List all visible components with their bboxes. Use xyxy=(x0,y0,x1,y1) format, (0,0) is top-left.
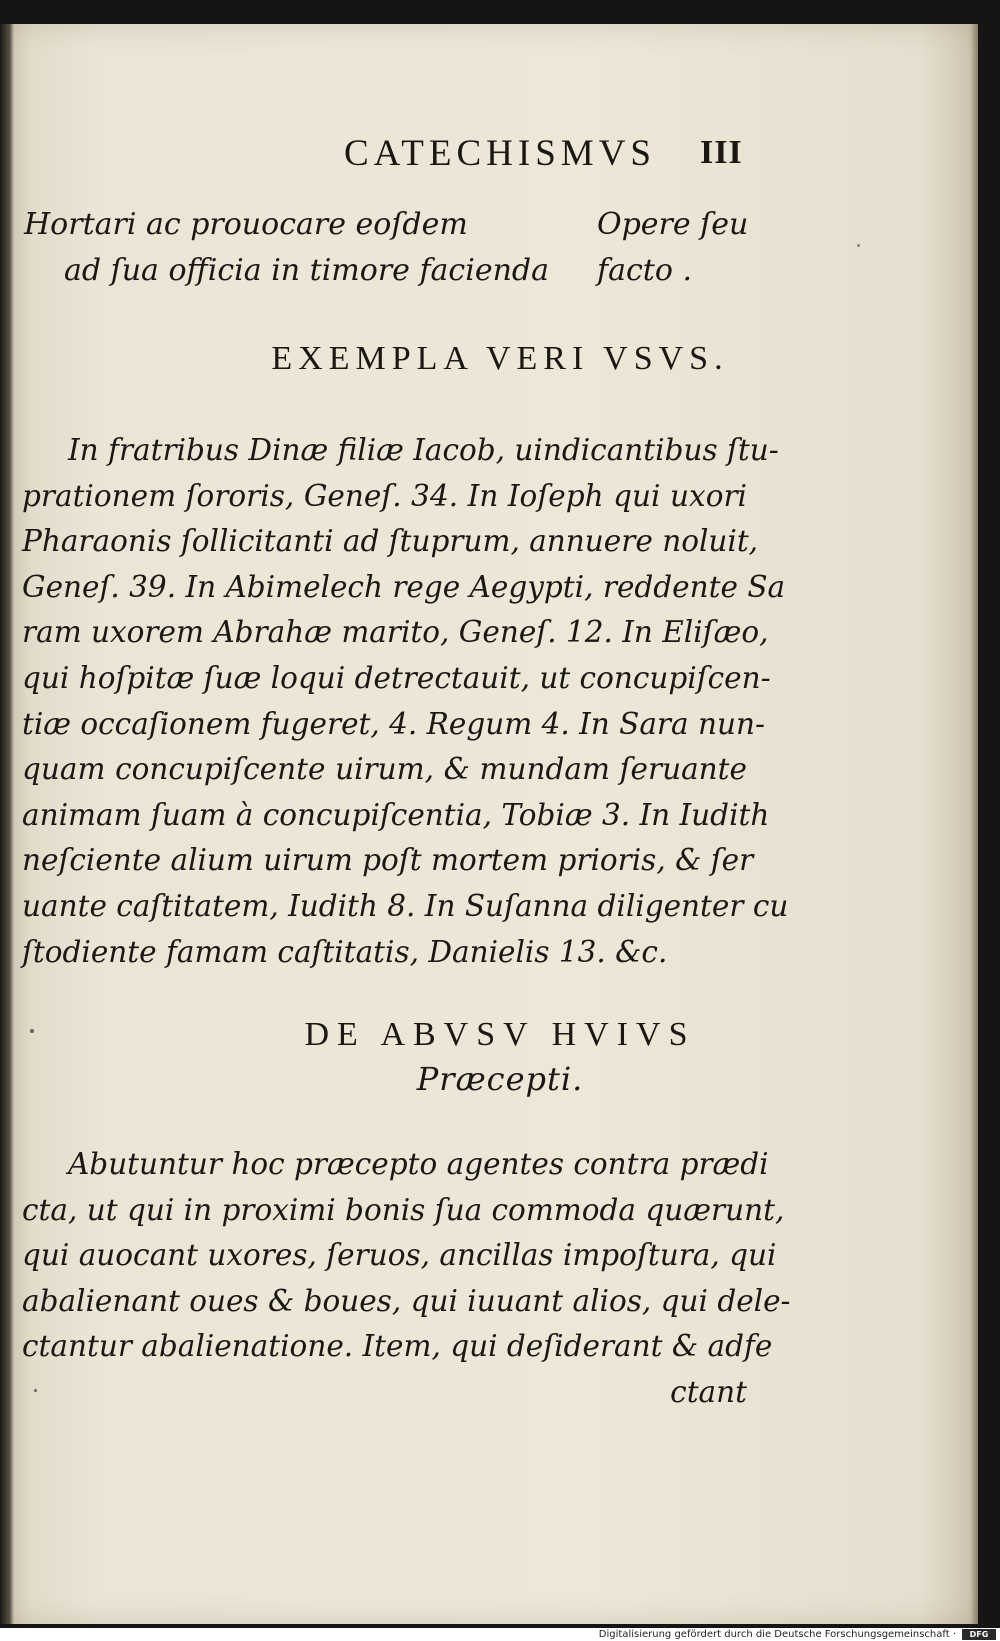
abuse-heading: DE ABVSV HVIVS xyxy=(304,1016,696,1053)
text-line: ſtodiente famam caſtitatis, Danielis 13. &c. xyxy=(22,934,668,969)
text-line: Geneſ. 39. In Abimelech rege Aegypti, reddente Sa xyxy=(22,569,786,604)
text-line: In fratribus Dinæ filiæ Iacob, uindicantibus ſtu- xyxy=(68,433,779,467)
text-line: neſciente alium uirum poſt mortem prioris, & ſer xyxy=(22,843,754,878)
text-line: abalienant oues & boues, qui iuuant alios, qui dele- xyxy=(22,1283,791,1318)
text-line: Abutuntur hoc præcepto agentes contra prædi xyxy=(68,1147,769,1181)
maxim-left-column xyxy=(24,202,549,294)
examples-paragraph xyxy=(22,428,789,975)
footer-text: Digitalisierung gefördert durch die Deutsche Forschungsgemeinschaft · xyxy=(598,1629,956,1640)
text-line: quam concupiſcente uirum, & mundam ſeruante xyxy=(22,752,747,787)
examples-heading: EXEMPLA VERI VSVS. xyxy=(271,340,729,377)
text-line: ram uxorem Abrahæ marito, Geneſ. 12. In Eliſæo, xyxy=(22,615,769,650)
text-line: qui auocant uxores, ſeruos, ancillas impoſtura, qui xyxy=(22,1238,777,1273)
abuse-paragraph xyxy=(22,1142,791,1416)
maxim-right-column xyxy=(597,202,748,294)
text-line: ctantur abalienatione. Item, qui deſiderant & adfe xyxy=(22,1329,773,1364)
maxim-right-line: facto . xyxy=(597,253,692,288)
digitization-footer xyxy=(0,1628,1000,1641)
text-line: qui hoſpitæ ſuæ loqui detrectauit, ut concupiſcen- xyxy=(22,660,771,695)
abuse-subheading: Præcepti. xyxy=(416,1060,584,1098)
binding-edge xyxy=(0,24,14,1624)
text-line: cta, ut qui in proximi bonis ſua commoda quærunt, xyxy=(22,1192,785,1227)
maxim-left-line: Hortari ac prouocare eoſdem xyxy=(24,207,468,242)
text-line: tiæ occaſionem fugeret, 4. Regum 4. In Sara nun- xyxy=(22,706,765,741)
text-line: animam ſuam à concupiſcentia, Tobiæ 3. In Iudith xyxy=(22,797,770,832)
text-line: Pharaonis ſollicitanti ad ſtuprum, annuere noluit, xyxy=(22,524,759,559)
ink-speck xyxy=(30,1029,34,1033)
ink-speck xyxy=(34,1389,37,1392)
maxim-right-line: Opere ſeu xyxy=(597,207,749,242)
folio-number: III xyxy=(700,134,743,171)
ink-speck xyxy=(857,244,860,247)
maxim-left-line: ad ſua officia in timore facienda xyxy=(64,253,549,288)
text-line: uante caſtitatem, Iudith 8. In Suſanna diligenter cu xyxy=(22,888,789,923)
running-head: CATECHISMVS xyxy=(344,133,656,174)
catchword: ctant xyxy=(670,1374,747,1409)
dfg-logo: DFG xyxy=(962,1629,996,1640)
text-line: prationem ſororis, Geneſ. 34. In Ioſeph qui uxori xyxy=(22,478,747,513)
